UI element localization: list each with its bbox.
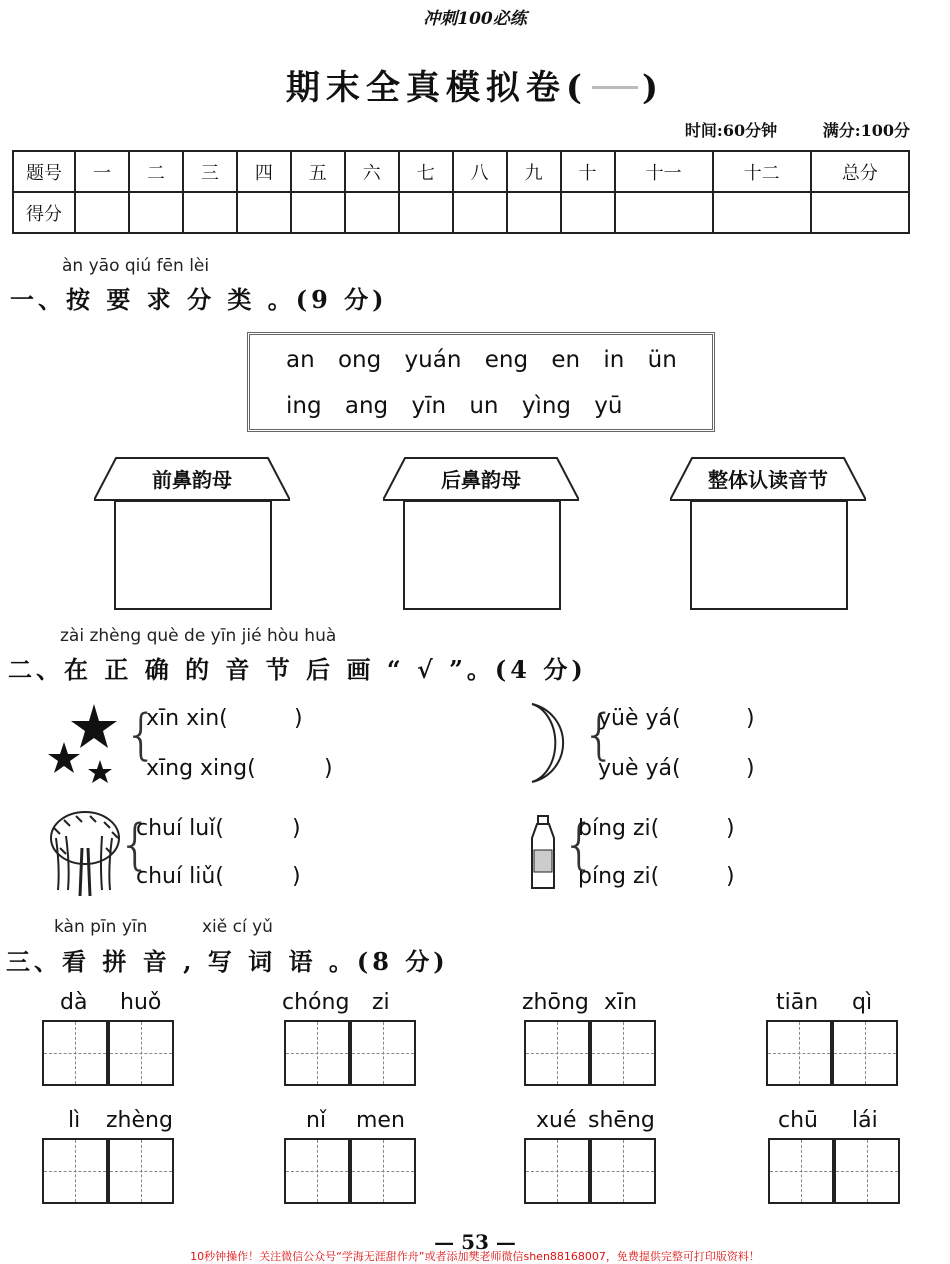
word-pinyin: tiān — [776, 990, 819, 1015]
col-label: 九 — [507, 151, 561, 192]
answer-box[interactable] — [114, 500, 272, 610]
writing-grid-cell[interactable] — [590, 1138, 656, 1204]
syllable-frame — [247, 332, 715, 432]
page-number: — 53 — — [434, 1230, 516, 1254]
syllable-line-2: ing ang yīn un yìng yū — [286, 393, 623, 419]
score-row — [13, 192, 909, 233]
exam-meta — [645, 118, 910, 141]
option-b-close: ) — [746, 756, 755, 781]
option-a-close: ) — [292, 816, 301, 841]
answer-box[interactable] — [403, 500, 561, 610]
option-a: bíng zi( — [578, 816, 660, 841]
word-pinyin: chū — [778, 1108, 818, 1133]
page-title: 期末全真模拟卷( ) — [285, 68, 665, 108]
section1-pinyin: àn yāo qiú fēn lèi — [62, 256, 210, 276]
volume-blank — [592, 86, 638, 89]
word-pinyin: xīn — [604, 990, 638, 1015]
moon-icon — [524, 702, 580, 784]
writing-grid-cell[interactable] — [768, 1138, 834, 1204]
question-number-row — [13, 151, 909, 192]
score-cell[interactable] — [75, 192, 129, 233]
col-label: 十二 — [713, 151, 811, 192]
word-pinyin: zi — [372, 990, 390, 1015]
col-label: 二 — [129, 151, 183, 192]
row-label: 得分 — [13, 192, 75, 233]
col-label: 七 — [399, 151, 453, 192]
section3-pinyin-a: kàn pīn yīn — [54, 917, 148, 937]
word-pinyin: xué — [536, 1108, 577, 1133]
option-b-close: ) — [324, 756, 333, 781]
writing-grid-cell[interactable] — [832, 1020, 898, 1086]
word-pinyin: qì — [852, 990, 873, 1015]
word-pinyin: lái — [852, 1108, 878, 1133]
score-cell[interactable] — [129, 192, 183, 233]
option-b: yuè yá( — [598, 756, 681, 781]
option-b: xīng xing( — [146, 756, 256, 781]
house-label: 前鼻韵母 — [152, 468, 232, 492]
option-a: yüè yá( — [598, 706, 681, 731]
word-pinyin: dà — [60, 990, 88, 1015]
willow-tree-icon — [46, 808, 124, 898]
score-cell[interactable] — [713, 192, 811, 233]
writing-grid-cell[interactable] — [42, 1020, 108, 1086]
score-cell[interactable] — [561, 192, 615, 233]
section3-title: 三、看 拼 音 , 写 词 语 。(8 分) — [6, 947, 449, 976]
series-header: 冲刺100必练 — [423, 9, 527, 29]
score-cell[interactable] — [811, 192, 909, 233]
word-pinyin: shēng — [588, 1108, 655, 1133]
stars-icon — [48, 702, 120, 788]
option-a-close: ) — [726, 816, 735, 841]
score-cell[interactable] — [615, 192, 713, 233]
option-a-close: ) — [746, 706, 755, 731]
writing-grid-cell[interactable] — [108, 1138, 174, 1204]
brace: { — [582, 703, 617, 766]
col-label: 一 — [75, 151, 129, 192]
brace: { — [562, 813, 597, 876]
writing-grid-cell[interactable] — [834, 1138, 900, 1204]
writing-grid-cell[interactable] — [350, 1138, 416, 1204]
answer-box[interactable] — [690, 500, 848, 610]
option-a: xīn xin( — [146, 706, 228, 731]
col-label: 总分 — [811, 151, 909, 192]
brace: { — [124, 703, 159, 766]
full-score: 满分:100分 — [822, 121, 910, 140]
option-b: píng zi( — [578, 864, 660, 889]
writing-grid-cell[interactable] — [350, 1020, 416, 1086]
option-a: chuí luǐ( — [136, 816, 224, 841]
writing-grid-cell[interactable] — [524, 1138, 590, 1204]
option-a-close: ) — [294, 706, 303, 731]
option-b-close: ) — [292, 864, 301, 889]
writing-grid-cell[interactable] — [284, 1138, 350, 1204]
col-label: 十一 — [615, 151, 713, 192]
score-cell[interactable] — [291, 192, 345, 233]
word-pinyin: zhōng — [522, 990, 589, 1015]
brace: { — [118, 813, 153, 876]
word-pinyin: huǒ — [120, 990, 162, 1015]
word-pinyin: zhèng — [106, 1108, 173, 1133]
section2-title: 二、在 正 确 的 音 节 后 画 “ √ ”。(4 分) — [8, 655, 587, 684]
time-limit: 时间:60分钟 — [684, 121, 778, 140]
writing-grid-cell[interactable] — [284, 1020, 350, 1086]
score-cell[interactable] — [507, 192, 561, 233]
score-cell[interactable] — [399, 192, 453, 233]
section1-title: 一、按 要 求 分 类 。(9 分) — [10, 285, 388, 314]
writing-grid-cell[interactable] — [42, 1138, 108, 1204]
col-label: 四 — [237, 151, 291, 192]
col-label: 五 — [291, 151, 345, 192]
house-label: 整体认读音节 — [708, 468, 828, 492]
word-pinyin: men — [356, 1108, 405, 1133]
word-pinyin: lì — [68, 1108, 81, 1133]
section2-pinyin: zài zhèng què de yīn jié hòu huà — [60, 626, 337, 646]
score-cell[interactable] — [237, 192, 291, 233]
col-label: 八 — [453, 151, 507, 192]
syllable-line-1: an ong yuán eng en in ün — [286, 347, 677, 373]
bottle-icon — [528, 814, 558, 892]
score-table — [12, 150, 910, 234]
promo-banner: 10秒钟操作！关注微信公众号“学海无涯甜作舟”或者添加樊老师微信shen88168007，免费提供完整可打印版资料！ — [190, 1250, 760, 1263]
score-cell[interactable] — [183, 192, 237, 233]
col-label: 十 — [561, 151, 615, 192]
writing-grid-cell[interactable] — [524, 1020, 590, 1086]
score-cell[interactable] — [345, 192, 399, 233]
writing-grid-cell[interactable] — [766, 1020, 832, 1086]
section3-pinyin-b: xiě cí yǔ — [202, 917, 273, 937]
writing-grid-cell[interactable] — [108, 1020, 174, 1086]
word-pinyin: nǐ — [306, 1108, 327, 1133]
col-label: 三 — [183, 151, 237, 192]
col-label: 六 — [345, 151, 399, 192]
row-label: 题号 — [13, 151, 75, 192]
house-label: 后鼻韵母 — [441, 468, 521, 492]
option-b: chuí liǔ( — [136, 864, 224, 889]
option-b-close: ) — [726, 864, 735, 889]
score-cell[interactable] — [453, 192, 507, 233]
word-pinyin: chóng — [282, 990, 350, 1015]
writing-grid-cell[interactable] — [590, 1020, 656, 1086]
